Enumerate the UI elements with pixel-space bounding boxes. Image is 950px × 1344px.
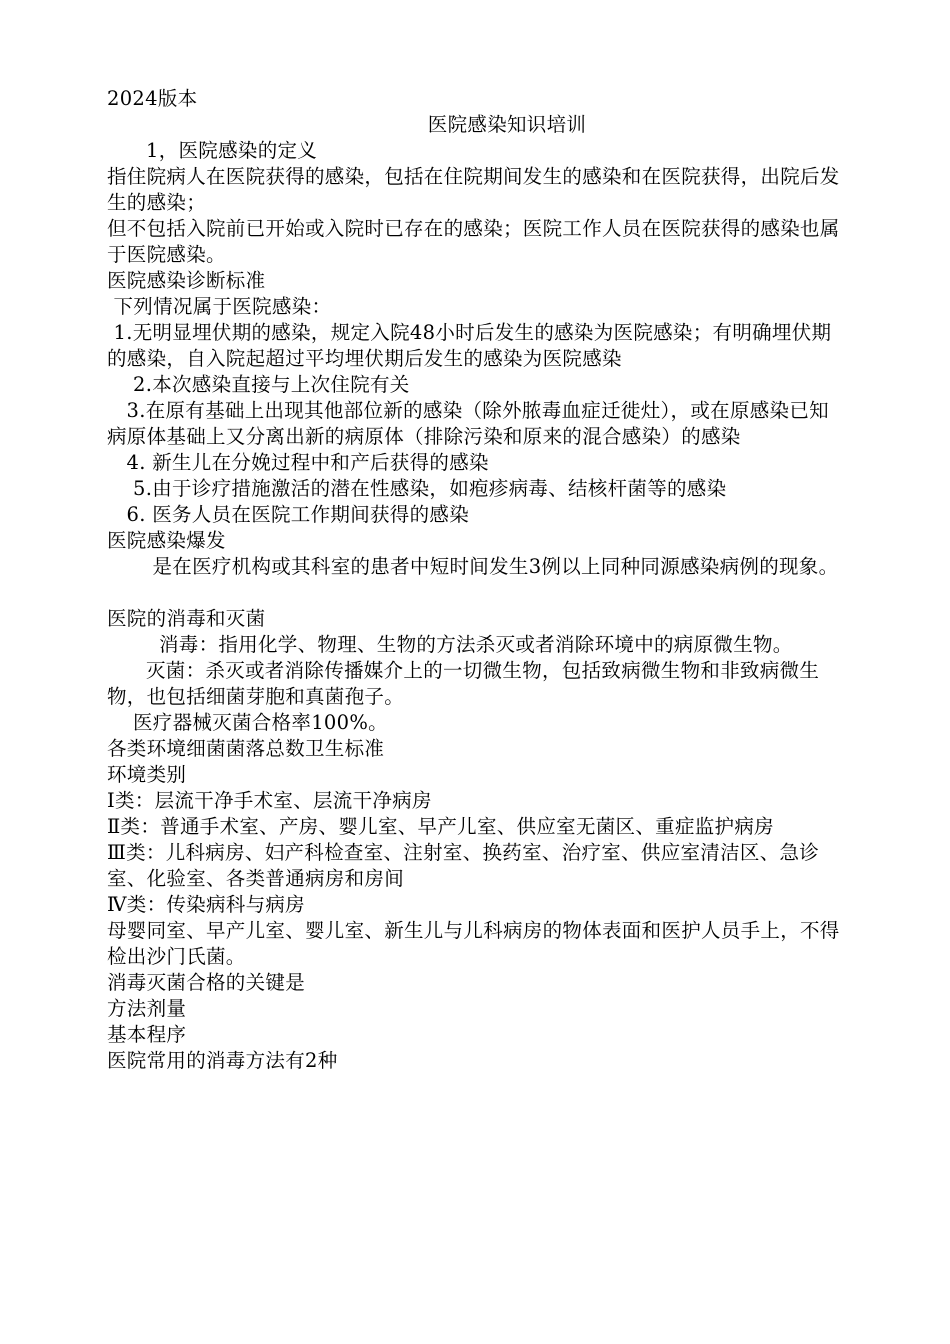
section-heading: 各类环境细菌菌落总数卫生标准 [107,737,385,760]
blank-line [107,580,847,606]
list-item: 1.无明显埋伏期的感染，规定入院48小时后发生的感染为医院感染；有明确埋伏期的感染，自入院起超过平均埋伏期后发生的感染为医院感染 [107,321,832,370]
paragraph-line: 但不包括入院前已开始或入院时已存在的感染；医院工作人员在医院获得的感染也属于医院感染。 [107,217,840,266]
list-item: Ⅱ类：普通手术室、产房、婴儿室、早产儿室、供应室无菌区、重症监护病房 [107,815,774,838]
document-title: 医院感染知识培训 [427,113,587,136]
paragraph-line: 灭菌：杀灭或者消除传播媒介上的一切微生物，包括致病微生物和非致病微生物，也包括细菌芽胞和真菌孢子。 [107,659,820,708]
paragraph-line: 环境类别 [107,763,187,786]
paragraph-line: 消毒灭菌合格的关键是 [107,971,306,994]
paragraph-line: 是在医疗机构或其科室的患者中短时间发生3例以上同种同源感染病例的现象。 [107,555,839,578]
list-item: 5.由于诊疗措施激活的潜在性感染，如疱疹病毒、结核杆菌等的感染 [107,477,727,500]
paragraph-line: 下列情况属于医院感染： [107,295,332,318]
list-item: 4. 新生儿在分娩过程中和产后获得的感染 [107,451,489,474]
paragraph-line: 方法剂量 [107,997,187,1020]
paragraph-line: 母婴同室、早产儿室、婴儿室、新生儿与儿科病房的物体表面和医护人员手上，不得检出沙门氏菌。 [107,919,840,968]
paragraph-line: 基本程序 [107,1023,187,1046]
paragraph-line: 医疗器械灭菌合格率100%。 [107,711,388,734]
list-item: Ⅰ类：层流干净手术室、层流干净病房 [107,789,432,812]
list-item: 2.本次感染直接与上次住院有关 [107,373,410,396]
section-heading: 医院感染爆发 [107,529,226,552]
section-heading: 医院感染诊断标准 [107,269,266,292]
list-item: Ⅲ类：儿科病房、妇产科检查室、注射室、换药室、治疗室、供应室清洁区、急诊室、化验室、各类普通病房和房间 [107,841,820,890]
paragraph-line: 指住院病人在医院获得的感染，包括在住院期间发生的感染和在医院获得，出院后发生的感染； [107,165,840,214]
paragraph-line: 消毒：指用化学、物理、生物的方法杀灭或者消除环境中的病原微生物。 [107,633,793,656]
document-body [107,86,847,1074]
list-item: Ⅳ类：传染病科与病房 [107,893,305,916]
version-label: 2024版本 [107,87,198,110]
paragraph-line: 医院常用的消毒方法有2种 [107,1049,338,1072]
list-item: 6. 医务人员在医院工作期间获得的感染 [107,503,470,526]
paragraph-line: 1，医院感染的定义 [107,139,318,162]
section-heading: 医院的消毒和灭菌 [107,607,266,630]
list-item: 3.在原有基础上出现其他部位新的感染（除外脓毒血症迁徙灶），或在原感染已知病原体基础上又分离出新的病原体（排除污染和原来的混合感染）的感染 [107,399,829,448]
